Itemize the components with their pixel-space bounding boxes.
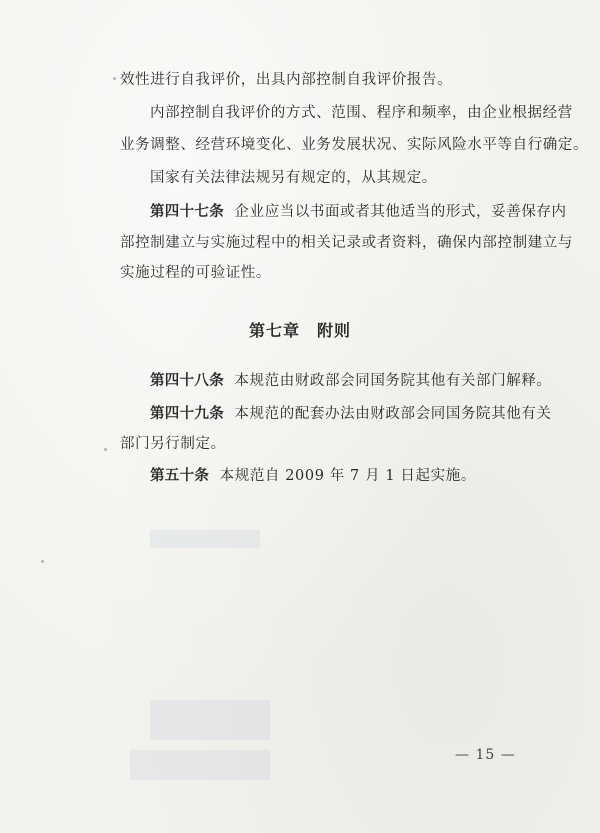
- line-text: 内部控制自我评价的方式、范围、程序和频率，由企业根据经营: [150, 105, 573, 121]
- article-text: 本规范的配套办法由财政部会同国务院其他有关: [234, 406, 552, 422]
- article-50: [120, 462, 570, 491]
- article-label: 第四十八条: [150, 373, 224, 389]
- line-text: 效性进行自我评价，出具内部控制自我评价报告。: [120, 72, 453, 88]
- paragraph-line: [120, 99, 573, 128]
- scan-speck: [113, 77, 116, 80]
- page-number: — 15 —: [455, 747, 516, 763]
- line-text: 部门另行制定。: [120, 436, 226, 452]
- article-48: [120, 367, 570, 396]
- article-47: [120, 198, 570, 227]
- paragraph-line: [120, 66, 540, 95]
- scan-bleed-mark: [150, 530, 260, 548]
- paragraph-line: [120, 131, 589, 160]
- scan-bleed-mark: [150, 700, 270, 740]
- article-text: 本规范自 2009 年 7 月 1 日起实施。: [219, 468, 476, 484]
- scan-bleed-mark: [130, 750, 270, 780]
- chapter-heading: 第七章 附则: [248, 321, 351, 340]
- paragraph-line: [120, 430, 540, 459]
- line-text: 部控制建立与实施过程中的相关记录或者资料，确保内部控制建立与: [120, 235, 573, 251]
- paragraph-line: [120, 164, 570, 193]
- scan-speck: [104, 448, 107, 451]
- article-49: [120, 400, 570, 429]
- article-text: 本规范由财政部会同国务院其他有关部门解释。: [234, 373, 552, 389]
- paragraph-line: [120, 259, 540, 288]
- line-text: 实施过程的可验证性。: [120, 265, 271, 281]
- scan-speck: [41, 560, 44, 563]
- article-label: 第四十七条: [150, 204, 224, 220]
- article-text: 企业应当以书面或者其他适当的形式，妥善保存内: [234, 204, 567, 220]
- paragraph-line: [120, 229, 573, 258]
- article-label: 第五十条: [150, 468, 210, 484]
- article-label: 第四十九条: [150, 406, 224, 422]
- line-text: 国家有关法律法规另有规定的，从其规定。: [150, 170, 437, 186]
- line-text: 业务调整、经营环境变化、业务发展状况、实际风险水平等自行确定。: [120, 137, 589, 153]
